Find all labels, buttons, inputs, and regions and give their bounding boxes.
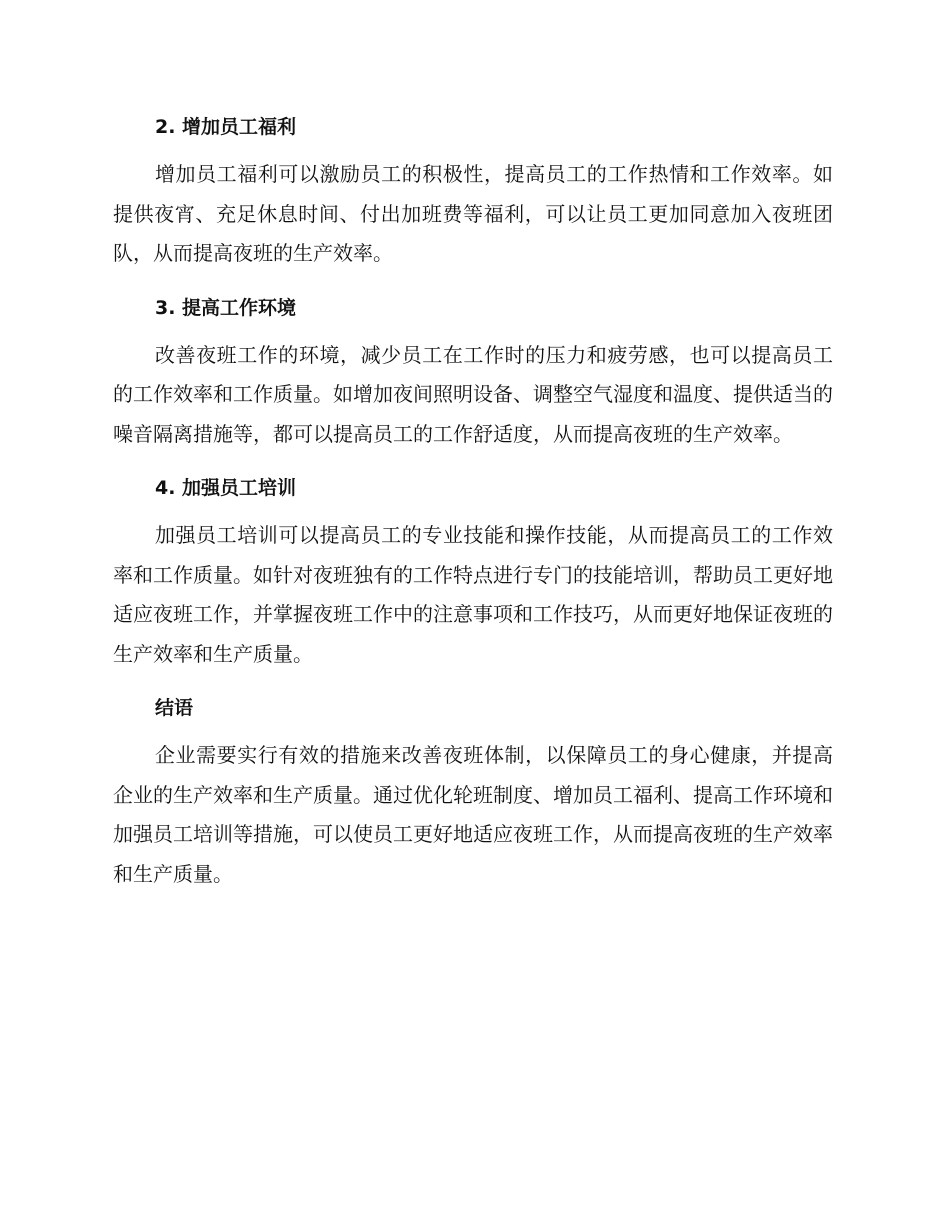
section-heading-employee-benefits: 2. 增加员工福利 — [155, 116, 297, 138]
section-heading-work-environment: 3. 提高工作环境 — [155, 296, 297, 319]
section-paragraph-conclusion: 企业需要实行有效的措施来改善夜班体制，以保障员工的身心健康，并提高企业的生产效率和生产质量。通过优化轮班制度、增加员工福利、提高工作环境和加强员工培训等措施，可以使员工更好地适应夜班工作，从而提高夜班的生产效率和生产质量。 — [113, 743, 833, 886]
document-body — [113, 112, 833, 894]
section-paragraph-employee-training: 加强员工培训可以提高员工的专业技能和操作技能，从而提高员工的工作效率和工作质量。如针对夜班独有的工作特点进行专门的技能培训，帮助员工更好地适应夜班工作，并掌握夜班工作中的注意事项和工作技巧，从而更好地保证夜班的生产效率和生产质量。 — [113, 523, 833, 666]
section-paragraph-employee-benefits: 增加员工福利可以激励员工的积极性，提高员工的工作热情和工作效率。如提供夜宵、充足休息时间、付出加班费等福利，可以让员工更加同意加入夜班团队，从而提高夜班的生产效率。 — [113, 162, 833, 265]
section-heading-employee-training: 4. 加强员工培训 — [155, 477, 297, 499]
section-paragraph-work-environment: 改善夜班工作的环境，减少员工在工作时的压力和疲劳感，也可以提高员工的工作效率和工作质量。如增加夜间照明设备、调整空气湿度和温度、提供适当的噪音隔离措施等，都可以提高员工的工作舒适度，从而提高夜班的生产效率。 — [113, 342, 833, 446]
section-heading-conclusion: 结语 — [155, 697, 194, 719]
